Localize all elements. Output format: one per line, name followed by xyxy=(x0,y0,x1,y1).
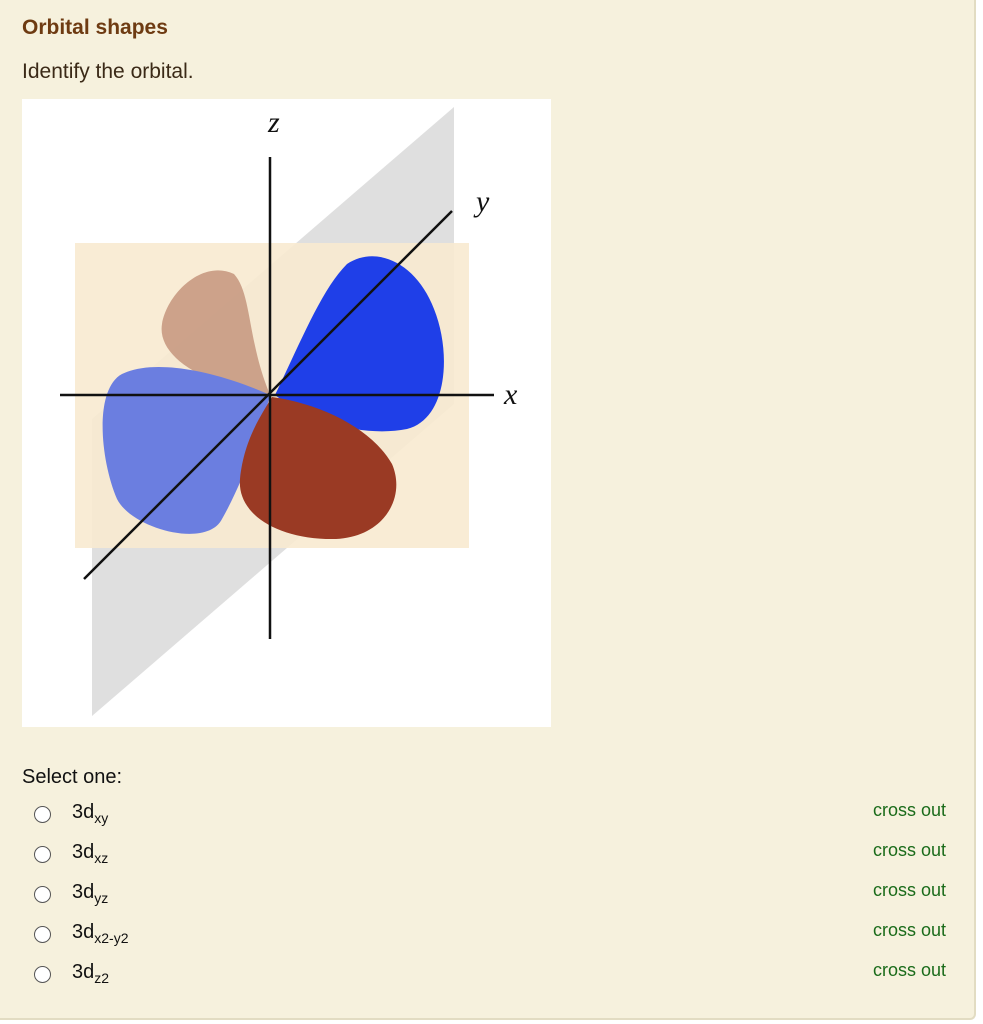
x-axis-label: x xyxy=(504,378,518,411)
option-label-3dxy[interactable]: $3d_{xy}$ xyxy=(72,801,109,826)
cross-out-button[interactable]: cross out xyxy=(872,920,946,940)
option-3dxz[interactable] xyxy=(22,840,952,874)
orbital-diagram xyxy=(22,99,551,727)
question-title: Orbital shapes xyxy=(22,16,168,39)
radio-3dxz[interactable] xyxy=(34,846,51,863)
option-label-3dxz[interactable]: $3d_{xz}$ xyxy=(72,841,109,866)
option-3dx2-y2[interactable] xyxy=(22,920,952,954)
option-3dz2[interactable] xyxy=(22,960,952,994)
radio-3dxy[interactable] xyxy=(34,806,51,823)
question-prompt: Identify the orbital. xyxy=(22,60,194,83)
z-axis-label: z xyxy=(268,106,280,139)
radio-3dz2[interactable] xyxy=(34,966,51,983)
cross-out-button[interactable]: cross out xyxy=(872,800,946,820)
option-3dyz[interactable] xyxy=(22,880,952,914)
option-label-3dyz[interactable]: $3d_{yz}$ xyxy=(72,881,109,906)
option-label-3dz2[interactable]: $3d_{z2}$ xyxy=(72,961,110,986)
cross-out-button[interactable]: cross out xyxy=(872,960,946,980)
cross-out-button[interactable]: cross out xyxy=(872,880,946,900)
cross-out-button[interactable]: cross out xyxy=(872,840,946,860)
select-one-label: Select one: xyxy=(22,766,123,788)
radio-3dyz[interactable] xyxy=(34,886,51,903)
orbital-figure xyxy=(22,99,551,727)
option-label-3dx2-y2[interactable]: $3d_{x2-y2}$ xyxy=(72,921,129,946)
y-axis-label: y xyxy=(476,185,490,218)
radio-3dx2-y2[interactable] xyxy=(34,926,51,943)
option-3dxy[interactable] xyxy=(22,800,952,834)
